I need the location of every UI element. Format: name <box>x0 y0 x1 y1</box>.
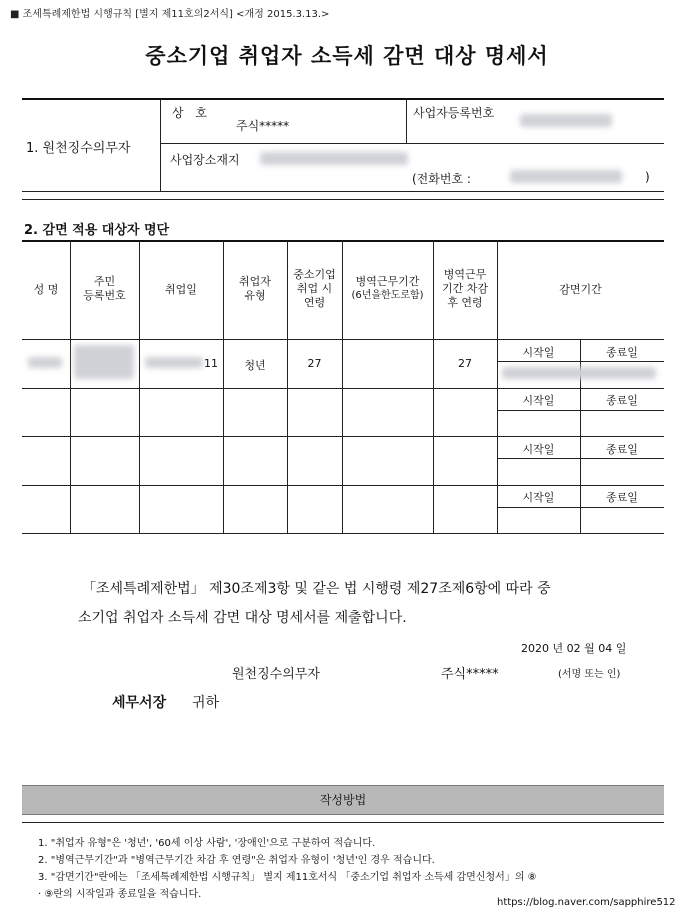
withholder-value: 주식***** <box>441 667 499 682</box>
section1-heading: 1. 원천징수의무자 <box>26 141 131 156</box>
col-age-header-line1: 중소기업 <box>293 268 336 281</box>
col-type-header <box>223 275 287 303</box>
recipient-honorific: 귀하 <box>192 695 220 711</box>
col-rrn-header <box>70 275 139 303</box>
row2-end-label: 종료일 <box>606 394 638 407</box>
sign-label: (서명 또는 인) <box>558 669 621 680</box>
redacted-hire-date <box>145 357 203 368</box>
instructions-heading: 작성방법 <box>319 793 367 807</box>
instruction-note-4: · ⑨란의 시작일과 종료일을 적습니다. <box>38 889 202 900</box>
row1-age: 27 <box>307 357 322 370</box>
section2-heading: 2. 감면 적용 대상자 명단 <box>24 223 170 238</box>
instructions-band <box>22 785 664 815</box>
col-after-age-header <box>433 268 497 310</box>
redacted-rrn <box>74 345 134 379</box>
document-title: 중소기업 취업자 소득세 감면 대상 명세서 <box>145 44 549 68</box>
col-military-header-line1: 병역근무기간 <box>355 275 420 288</box>
recipient-title: 세무서장 <box>112 695 167 711</box>
row3-end-label: 종료일 <box>606 443 638 456</box>
col-rrn-header-line2: 등록번호 <box>83 289 126 302</box>
redacted-address <box>260 152 408 165</box>
instruction-note-1: 1. "취업자 유형"은 '청년', '60세 이상 사람', '장애인'으로 구분하여 적습니다. <box>38 838 376 849</box>
redacted-phone <box>510 170 622 183</box>
row4-end-label: 종료일 <box>606 491 638 504</box>
col-after-age-header-line2: 기간 차감 <box>441 282 488 295</box>
phone-close: ) <box>645 170 650 184</box>
col-type-header-line1: 취업자 <box>239 275 271 288</box>
submission-date: 2020 년 02 월 04 일 <box>521 642 627 655</box>
statement-line1: 「조세특례제한법」 제30조제3항 및 같은 법 시행령 제27조제6항에 따라 중 <box>82 581 551 597</box>
company-name-label: 상 호 <box>172 106 211 120</box>
col-rrn-header-line1: 주민 <box>93 275 116 288</box>
watermark-url: https://blog.naver.com/sapphire512 <box>497 897 676 908</box>
col-name-header: 성 명 <box>33 283 59 296</box>
col-age-header-line2: 취업 시 <box>296 282 333 295</box>
col-after-age-header-line3: 후 연령 <box>447 296 483 309</box>
row1-after-age: 27 <box>458 357 472 370</box>
redacted-reg-number <box>520 114 612 127</box>
withholder-label: 원천징수의무자 <box>232 667 320 682</box>
col-age-header <box>287 268 342 310</box>
col-age-header-line3: 연령 <box>303 296 326 309</box>
business-reg-label: 사업자등록번호 <box>413 106 495 120</box>
row1-type: 청년 <box>244 359 266 372</box>
instruction-note-3: 3. "감면기간"란에는 「조세특례제한법 시행규칙」 별지 제11호서식 「중소기업 취업자 소득세 감면신청서」의 ⑧ <box>38 872 537 883</box>
col-military-header <box>342 275 433 303</box>
statement-line2: 소기업 취업자 소득세 감면 대상 명세서를 제출합니다. <box>78 610 407 626</box>
col-period-header: 감면기간 <box>559 283 602 296</box>
company-name-value: 주식***** <box>236 119 290 133</box>
row1-start-label: 시작일 <box>522 346 555 359</box>
col-after-age-header-line1: 병역근무 <box>443 268 487 281</box>
row1-end-label: 종료일 <box>606 346 638 359</box>
address-label: 사업장소재지 <box>170 153 240 167</box>
hire-date-suffix: 11 <box>204 357 218 370</box>
redacted-period-dates <box>502 367 656 379</box>
col-military-header-line2: (6년을한도로함) <box>351 290 424 301</box>
col-type-header-line2: 유형 <box>244 289 266 302</box>
row4-start-label: 시작일 <box>522 491 555 504</box>
form-reference-note: ■ 조세특례제한법 시행규칙 [별지 제11호의2서식] <개정 2015.3.13.> <box>10 9 330 20</box>
phone-label: (전화번호 : <box>412 172 471 186</box>
redacted-name <box>28 357 62 368</box>
col-hire-date-header: 취업일 <box>165 283 197 296</box>
instruction-note-2: 2. "병역근무기간"과 "병역근무기간 차감 후 연령"은 취업자 유형이 '청년'인 경우 적습니다. <box>38 855 435 866</box>
row2-start-label: 시작일 <box>522 394 555 407</box>
row3-start-label: 시작일 <box>522 443 555 456</box>
